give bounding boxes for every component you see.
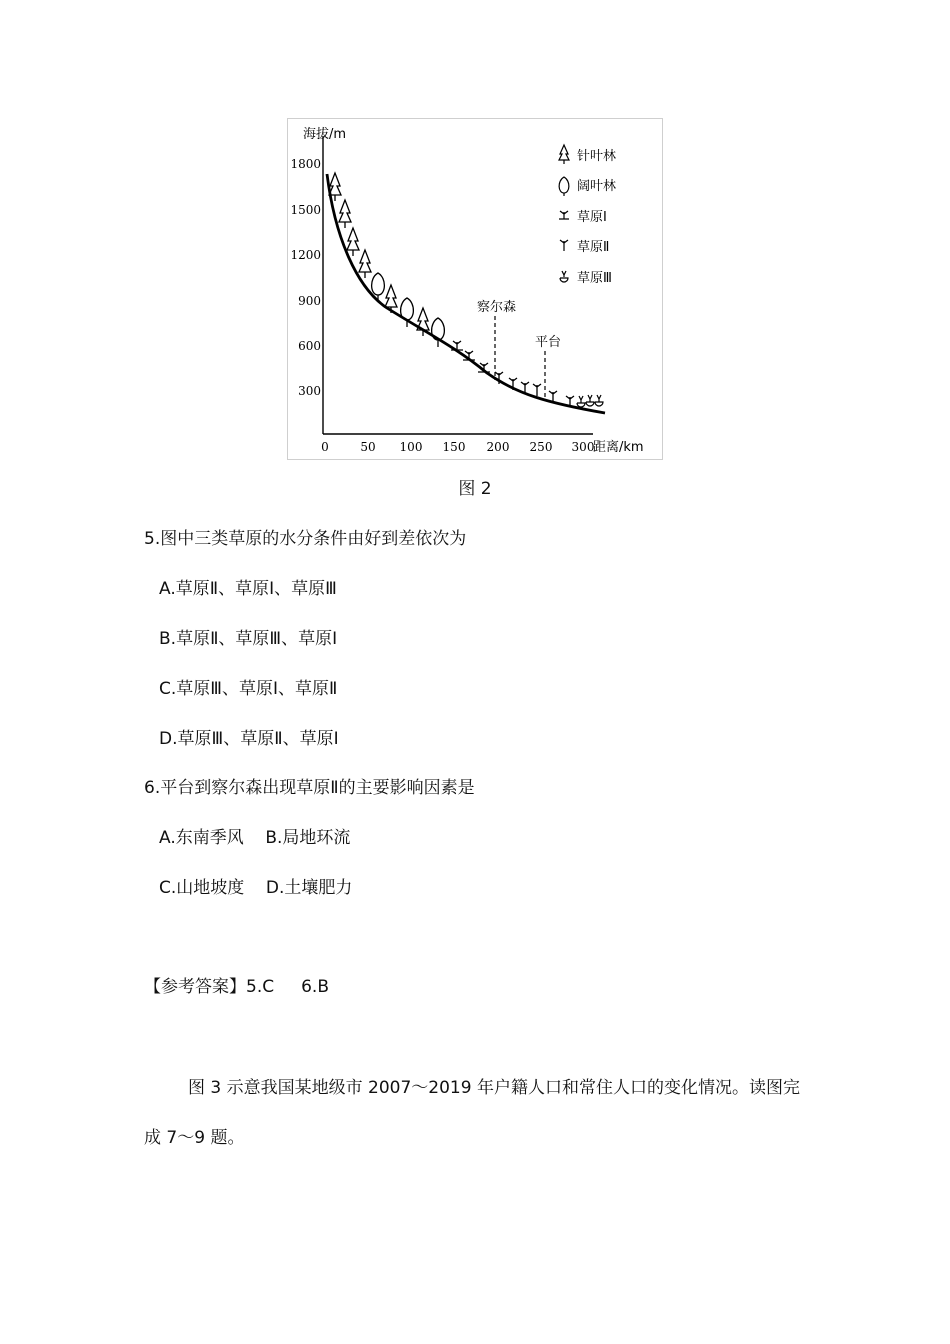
y-tick-label: 300 bbox=[298, 384, 321, 398]
y-axis-label: 海拔/m bbox=[303, 127, 347, 142]
intro-paragraph-line-2: 成 7～9 题。 bbox=[144, 1128, 245, 1148]
question-5-stem: 5.图中三类草原的水分条件由好到差依次为 bbox=[144, 529, 467, 549]
legend-label: 草原Ⅱ bbox=[577, 240, 610, 255]
y-tick-label: 600 bbox=[298, 339, 321, 353]
question-5-option-d: D.草原Ⅲ、草原Ⅱ、草原Ⅰ bbox=[159, 729, 339, 749]
chaersen-label: 察尔森 bbox=[477, 300, 517, 315]
legend-label: 草原Ⅲ bbox=[577, 271, 612, 286]
x-axis-label: 距离/km bbox=[593, 440, 644, 455]
platform-label: 平台 bbox=[535, 335, 562, 350]
question-5-option-a: A.草原Ⅱ、草原Ⅰ、草原Ⅲ bbox=[159, 579, 337, 599]
x-tick-label: 100 bbox=[399, 440, 423, 454]
figure-2 bbox=[287, 118, 663, 460]
intro-paragraph-line-1: 图 3 示意我国某地级市 2007～2019 年户籍人口和常住人口的变化情况。读图完 bbox=[188, 1078, 800, 1098]
x-tick-label: 50 bbox=[360, 440, 376, 454]
question-5-option-c: C.草原Ⅲ、草原Ⅰ、草原Ⅱ bbox=[159, 679, 338, 699]
legend-label: 阔叶林 bbox=[577, 179, 617, 194]
x-tick-label: 250 bbox=[529, 440, 553, 454]
legend-label: 草原Ⅰ bbox=[577, 210, 607, 225]
y-tick-label: 1500 bbox=[290, 203, 321, 217]
legend-label: 针叶林 bbox=[577, 149, 617, 164]
reference-answer: 【参考答案】5.C 6.B bbox=[144, 977, 329, 997]
y-tick-label: 1800 bbox=[290, 157, 321, 171]
question-5-option-b: B.草原Ⅱ、草原Ⅲ、草原Ⅰ bbox=[159, 629, 338, 649]
question-6-options-row-1: A.东南季风 B.局地环流 bbox=[159, 828, 351, 848]
question-6-options-row-2: C.山地坡度 D.土壤肥力 bbox=[159, 878, 353, 898]
question-6-stem: 6.平台到察尔森出现草原Ⅱ的主要影响因素是 bbox=[144, 778, 475, 798]
figure-caption: 图 2 bbox=[458, 479, 492, 499]
x-tick-label: 0 bbox=[321, 440, 329, 454]
x-tick-label: 200 bbox=[486, 440, 510, 454]
x-tick-label: 300 bbox=[571, 440, 595, 454]
figure-frame bbox=[288, 119, 663, 460]
x-tick-label: 150 bbox=[442, 440, 466, 454]
elevation-vegetation-profile bbox=[287, 118, 663, 460]
y-tick-label: 1200 bbox=[290, 248, 321, 262]
y-tick-label: 900 bbox=[298, 294, 321, 308]
